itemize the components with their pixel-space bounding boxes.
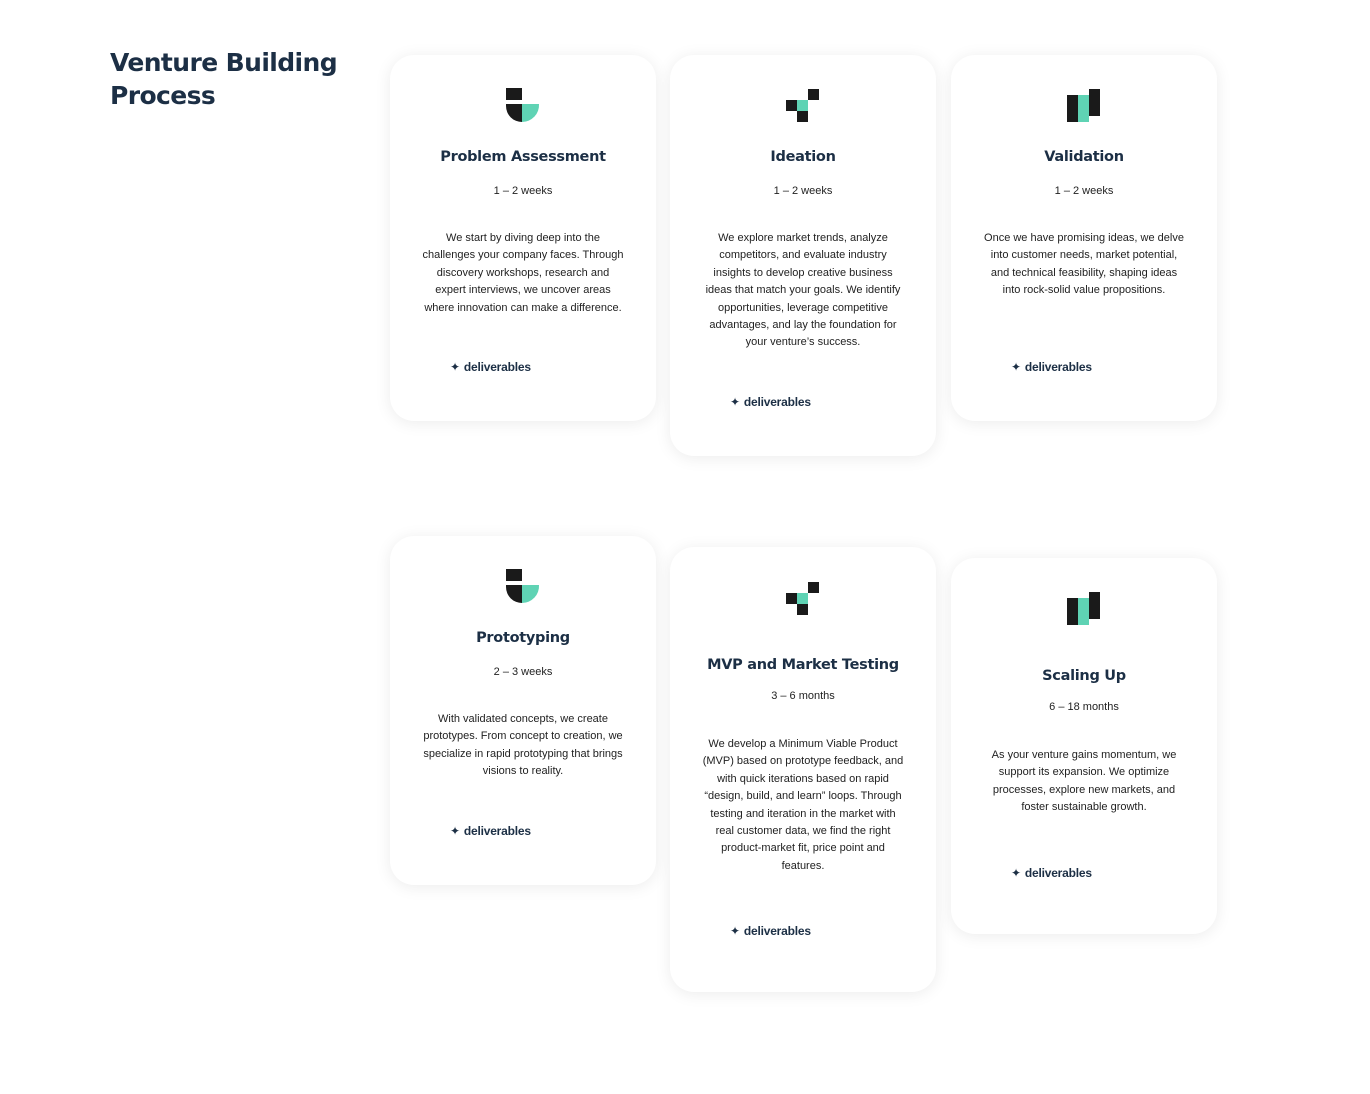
card-description: We start by diving deep into the challenges your company faces. Through discovery workshops, research and expert interviews, we uncover areas where innovation can make a difference. xyxy=(422,232,624,314)
half-circle-shapes-icon xyxy=(505,88,541,124)
card-description: With validated concepts, we create prototypes. From concept to creation, we specialize in rapid prototyping that brings visions to reality. xyxy=(423,713,623,778)
process-card-ideation xyxy=(670,55,936,456)
deliverables-link[interactable] xyxy=(450,360,531,374)
card-duration: 6 – 18 months xyxy=(1049,701,1119,713)
sparkle-icon: ✦ xyxy=(730,395,740,409)
sparkle-icon: ✦ xyxy=(450,360,460,374)
sparkle-icon: ✦ xyxy=(730,924,740,938)
card-title: Ideation xyxy=(770,149,836,165)
card-duration: 2 – 3 weeks xyxy=(493,666,553,678)
deliverables-label: deliverables xyxy=(743,395,811,409)
card-title: Validation xyxy=(1044,149,1124,165)
card-duration: 1 – 2 weeks xyxy=(1054,185,1114,197)
deliverables-link[interactable] xyxy=(730,924,811,938)
deliverables-link[interactable] xyxy=(730,395,811,409)
card-description: We explore market trends, analyze competitors, and evaluate industry insights to develop creative business ideas that match your goals. We identify opportunities, leverage competitive advantages, and lay the foundation for your venture’s success. xyxy=(705,232,901,349)
deliverables-label: deliverables xyxy=(743,924,811,938)
process-card-validation xyxy=(951,55,1217,421)
card-title: Problem Assessment xyxy=(440,149,606,165)
card-duration: 1 – 2 weeks xyxy=(773,185,833,197)
card-duration: 1 – 2 weeks xyxy=(493,185,553,197)
half-circle-shapes-icon xyxy=(505,569,541,605)
process-card-scaling-up xyxy=(951,558,1217,934)
card-title: Prototyping xyxy=(476,630,570,646)
deliverables-label: deliverables xyxy=(1024,866,1092,880)
bars-icon xyxy=(1066,591,1102,627)
deliverables-label: deliverables xyxy=(463,824,531,838)
process-card-prototyping xyxy=(390,536,656,885)
deliverables-label: deliverables xyxy=(463,360,531,374)
deliverables-link[interactable] xyxy=(450,824,531,838)
card-description: We develop a Minimum Viable Product (MVP) based on prototype feedback, and with quick iterations based on rapid “design, build, and learn” loops. Through testing and iteration in the market with real customer data, we find the right product-market fit, price point and features. xyxy=(702,738,904,872)
card-description: Once we have promising ideas, we delve into customer needs, market potential, and technical feasibility, shaping ideas into rock-solid value propositions. xyxy=(984,232,1184,297)
process-card-mvp-market-testing xyxy=(670,547,936,992)
sparkle-icon: ✦ xyxy=(1011,360,1021,374)
card-duration: 3 – 6 months xyxy=(771,690,835,702)
card-description: As your venture gains momentum, we support its expansion. We optimize processes, explore new markets, and foster sustainable growth. xyxy=(991,749,1177,814)
process-card-problem-assessment xyxy=(390,55,656,421)
card-title: MVP and Market Testing xyxy=(707,657,899,673)
deliverables-label: deliverables xyxy=(1024,360,1092,374)
pixel-squares-icon xyxy=(785,581,821,617)
deliverables-link[interactable] xyxy=(1011,360,1092,374)
pixel-squares-icon xyxy=(785,88,821,124)
sparkle-icon: ✦ xyxy=(1011,866,1021,880)
bars-icon xyxy=(1066,88,1102,124)
page-title: Venture Building Process xyxy=(110,48,338,110)
deliverables-link[interactable] xyxy=(1011,866,1092,880)
sparkle-icon: ✦ xyxy=(450,824,460,838)
card-title: Scaling Up xyxy=(1042,668,1126,684)
